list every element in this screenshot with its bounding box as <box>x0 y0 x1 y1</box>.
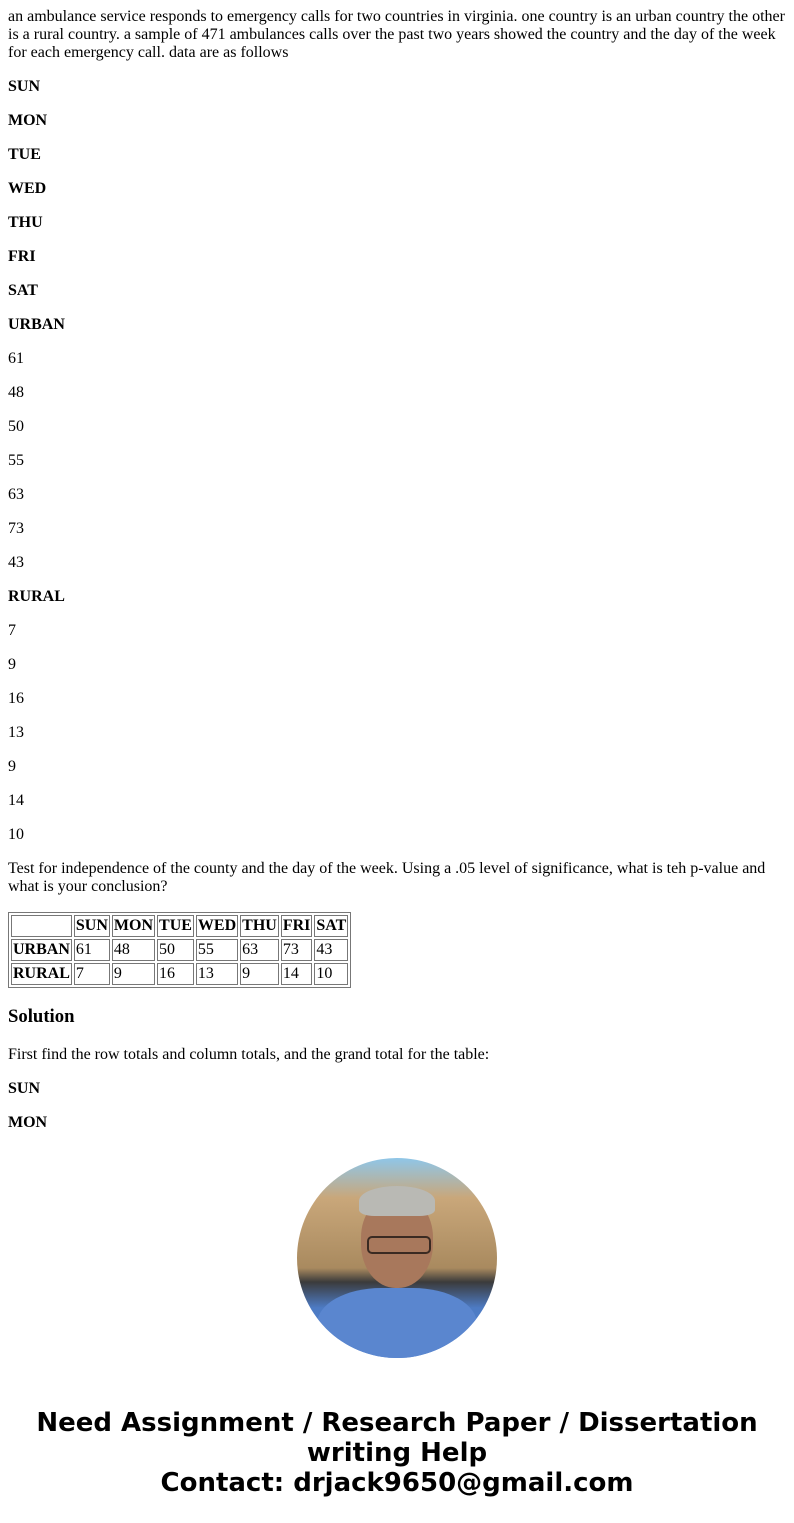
rural-value: 9 <box>8 656 16 673</box>
table-cell: 9 <box>112 963 155 985</box>
rural-value: 7 <box>8 622 16 639</box>
rural-value: 16 <box>8 690 24 707</box>
author-photo <box>297 1158 497 1358</box>
header-cell: MON <box>112 915 155 937</box>
day-label: SAT <box>8 282 38 299</box>
urban-value: 73 <box>8 520 24 537</box>
table-cell: 13 <box>196 963 238 985</box>
day-label: MON <box>8 1114 48 1131</box>
header-cell <box>11 915 72 937</box>
row-label: URBAN <box>11 939 72 961</box>
footer-banner <box>8 1408 786 1498</box>
table-cell: 55 <box>196 939 238 961</box>
row-label: RURAL <box>11 963 72 985</box>
table-cell: 10 <box>314 963 348 985</box>
urban-label: URBAN <box>8 316 65 333</box>
table-cell: 14 <box>281 963 313 985</box>
rural-value: 13 <box>8 724 24 741</box>
day-label: SUN <box>8 78 41 95</box>
table-cell: 61 <box>74 939 110 961</box>
rural-value: 14 <box>8 792 24 809</box>
urban-value: 43 <box>8 554 24 571</box>
question <box>8 8 786 896</box>
table-cell: 73 <box>281 939 313 961</box>
footer-contact: Contact: drjack9650@gmail.com <box>160 1468 634 1498</box>
header-cell: SAT <box>314 915 348 937</box>
header-cell: TUE <box>157 915 194 937</box>
header-cell: FRI <box>281 915 313 937</box>
table-cell: 63 <box>240 939 279 961</box>
day-label: THU <box>8 214 43 231</box>
header-cell: WED <box>196 915 238 937</box>
urban-value: 48 <box>8 384 24 401</box>
table-row <box>11 963 348 985</box>
table-cell: 9 <box>240 963 279 985</box>
day-label: FRI <box>8 248 36 265</box>
header-cell: THU <box>240 915 279 937</box>
day-label: MON <box>8 112 48 129</box>
solution-heading: Solution <box>8 1006 75 1027</box>
day-label: TUE <box>8 146 41 163</box>
urban-value: 55 <box>8 452 24 469</box>
table-cell: 16 <box>157 963 194 985</box>
table-cell: 43 <box>314 939 348 961</box>
rural-label: RURAL <box>8 588 65 605</box>
urban-value: 61 <box>8 350 24 367</box>
urban-value: 63 <box>8 486 24 503</box>
data-table <box>8 912 351 988</box>
day-label: SUN <box>8 1080 41 1097</box>
solution-text: First find the row totals and column totals, and the grand total for the table: <box>8 1046 490 1063</box>
rural-value: 10 <box>8 826 24 843</box>
urban-value: 50 <box>8 418 24 435</box>
question-intro: an ambulance service responds to emergency calls for two countries in virginia. one country is an urban country the other is a rural country. a sample of 471 ambulances calls over the past two years showed the country and the day of the week for each emergency call. data are as follows <box>8 8 785 61</box>
rural-value: 9 <box>8 758 16 775</box>
table-cell: 7 <box>74 963 110 985</box>
table-row <box>11 939 348 961</box>
header-cell: SUN <box>74 915 110 937</box>
table-cell: 50 <box>157 939 194 961</box>
footer-line-1: Need Assignment / Research Paper / Dissertation writing Help <box>36 1408 758 1468</box>
table-cell: 48 <box>112 939 155 961</box>
day-label: WED <box>8 180 47 197</box>
question-prompt: Test for independence of the county and the day of the week. Using a .05 level of significance, what is teh p-value and what is your conclusion? <box>8 860 766 895</box>
header-row <box>11 915 348 937</box>
